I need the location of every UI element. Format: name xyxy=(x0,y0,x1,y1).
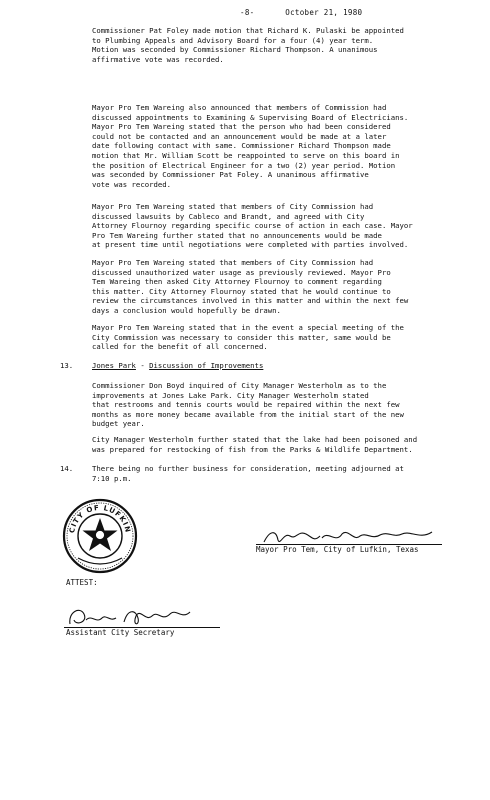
paragraph-special-meeting: Mayor Pro Tem Wareing stated that in the event a special meeting of the City Commission was necessary to consider this matter, same would be called for the benefit of all concerned. xyxy=(92,323,404,352)
item-13-number: 13. xyxy=(60,361,74,370)
page-number: -8- xyxy=(240,8,255,17)
paragraph-lawsuits: Mayor Pro Tem Wareing stated that members of City Commission had discussed lawsuits by Cableco and Brandt, and agreed with City Attorney Flournoy regarding specific course of action in each case. Mayor Pro Tem Wareing further stated that no announcements would be made at present time until negotiations were completed with parties involved. xyxy=(92,202,413,250)
paragraph-water-usage: Mayor Pro Tem Wareing stated that members of City Commission had discussed unauthorized water usage as previously reviewed. Mayor Pro Tem Wareing then asked City Attorney Flournoy to comment regarding this matter. City Attorney Flournoy stated that he would continue to review the circumstances involved in this matter and within the next few days a conclusion would hopefully be drawn. xyxy=(92,258,409,315)
item-13-heading-separator: - xyxy=(135,361,150,370)
item-14-number: 14. xyxy=(60,464,74,473)
paragraph-electricians-board: Mayor Pro Tem Wareing also announced that members of Commission had discussed appointments to Examining & Supervising Board of Electricians. Mayor Pro Tem Wareing stated that the person who had been considered could not be contacted and an announcement would be made at a later date following contact with same. Commissioner Richard Thompson made motion that Mr. William Scott be reappointed to serve on this board in the position of Electrical Engineer for a two (2) year period. Motion was seconded by Commissioner Pat Foley. A unanimous affirmative vote was recorded. xyxy=(92,103,409,189)
paragraph-plumbing-board: Commissioner Pat Foley made motion that Richard K. Pulaski be appointed to Plumbing Appeals and Advisory Board for a four (4) year term. Motion was seconded by Commissioner Richard Thompson. A unanimous affirmative vote was recorded. xyxy=(92,26,404,64)
mayor-signature-label: Mayor Pro Tem, City of Lufkin, Texas xyxy=(256,545,419,554)
paragraph-lake-restocking: City Manager Westerholm further stated that the lake had been poisoned and was prepared for restocking of fish from the Parks & Wildlife Department. xyxy=(92,435,418,454)
paragraph-adjournment: There being no further business for consideration, meeting adjourned at 7:10 p.m. xyxy=(92,464,404,483)
item-13-heading xyxy=(92,361,263,370)
attest-label: ATTEST: xyxy=(66,578,98,587)
page-header xyxy=(240,8,362,17)
secretary-signature-label: Assistant City Secretary xyxy=(66,628,175,637)
seal-text: CITY OF LUFKIN xyxy=(68,503,132,534)
item-13-heading-topic: Discussion of Improvements xyxy=(149,361,264,370)
meeting-date: October 21, 1980 xyxy=(285,8,363,17)
city-seal-icon xyxy=(62,498,138,574)
item-13-heading-park: Jones Park xyxy=(92,361,136,370)
paragraph-jones-park-improvements: Commissioner Don Boyd inquired of City Manager Westerholm as to the improvements at Jones Lake Park. City Manager Westerholm stated that restrooms and tennis courts would be repaired within the next few months as more money became available from the initial start of the new budget year. xyxy=(92,381,404,429)
